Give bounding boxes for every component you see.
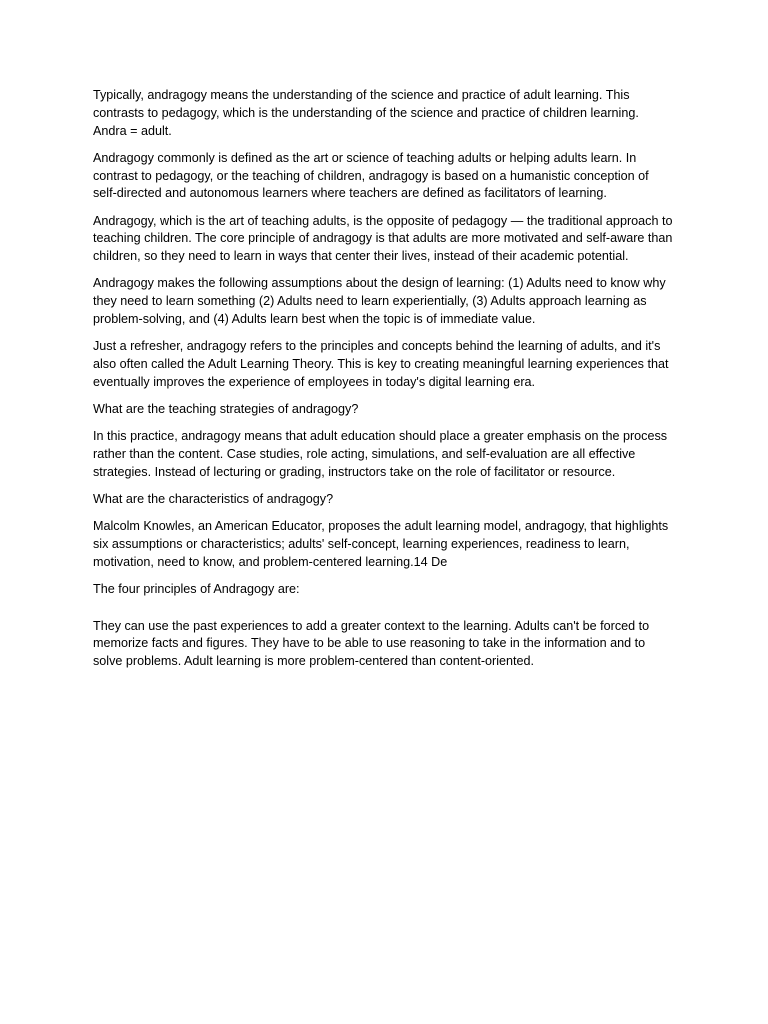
paragraph-refresher: Just a refresher, andragogy refers to the principles and concepts behind the learning of adults, and it's also often called the Adult Learning Theory. This is key to creating meaningful learning experiences that eventually improves the experience of employees in today's digital learning era.: [93, 339, 669, 389]
question-characteristics: What are the characteristics of andragogy?: [93, 491, 334, 506]
question-teaching-strategies: What are the teaching strategies of andragogy?: [93, 401, 359, 416]
heading-four-principles: The four principles of Andragogy are:: [93, 581, 300, 596]
paragraph-past-experiences: They can use the past experiences to add a greater context to the learning. Adults can't be forced to memorize facts and figures. They have to be able to use reasoning to take in the information and to solve problems. Adult learning is more problem-centered than content-oriented.: [93, 618, 650, 669]
paragraph-definition: Typically, andragogy means the understanding of the science and practice of adult learning. This contrasts to pedagogy, which is the understanding of the science and practice of children learning. Andra = adult.: [93, 88, 639, 138]
paragraph-assumptions: Andragogy makes the following assumptions about the design of learning: (1) Adults need to know why they need to learn something (2) Adults need to learn experientially, (3) Adults approach learning as problem-solving, and (4) Adults learn best when the topic is of immediate value.: [93, 276, 666, 326]
paragraph-teaching-strategies: In this practice, andragogy means that adult education should place a greater emphasis on the process rather than the content. Case studies, role acting, simulations, and self-evaluation are all effective strategies. Instead of lecturing or grading, instructors take on the role of facilitator or resource.: [93, 429, 668, 479]
document-body: [93, 87, 675, 680]
paragraph-characteristics: Malcolm Knowles, an American Educator, proposes the adult learning model, andragogy, that highlights six assumptions or characteristics; adults' self-concept, learning experiences, readiness to learn, motivation, need to know, and problem-centered learning.14 De: [93, 519, 669, 569]
paragraph-art-or-science: Andragogy commonly is defined as the art or science of teaching adults or helping adults learn. In contrast to pedagogy, or the teaching of children, andragogy is based on a humanistic conception of self-directed and autonomous learners where teachers are defined as facilitators of learning.: [93, 150, 649, 201]
paragraph-opposite-of-pedagogy: Andragogy, which is the art of teaching adults, is the opposite of pedagogy — the traditional approach to teaching children. The core principle of andragogy is that adults are more motivated and self-aware than children, so they need to learn in ways that center their lives, instead of their academic potential.: [93, 213, 673, 264]
